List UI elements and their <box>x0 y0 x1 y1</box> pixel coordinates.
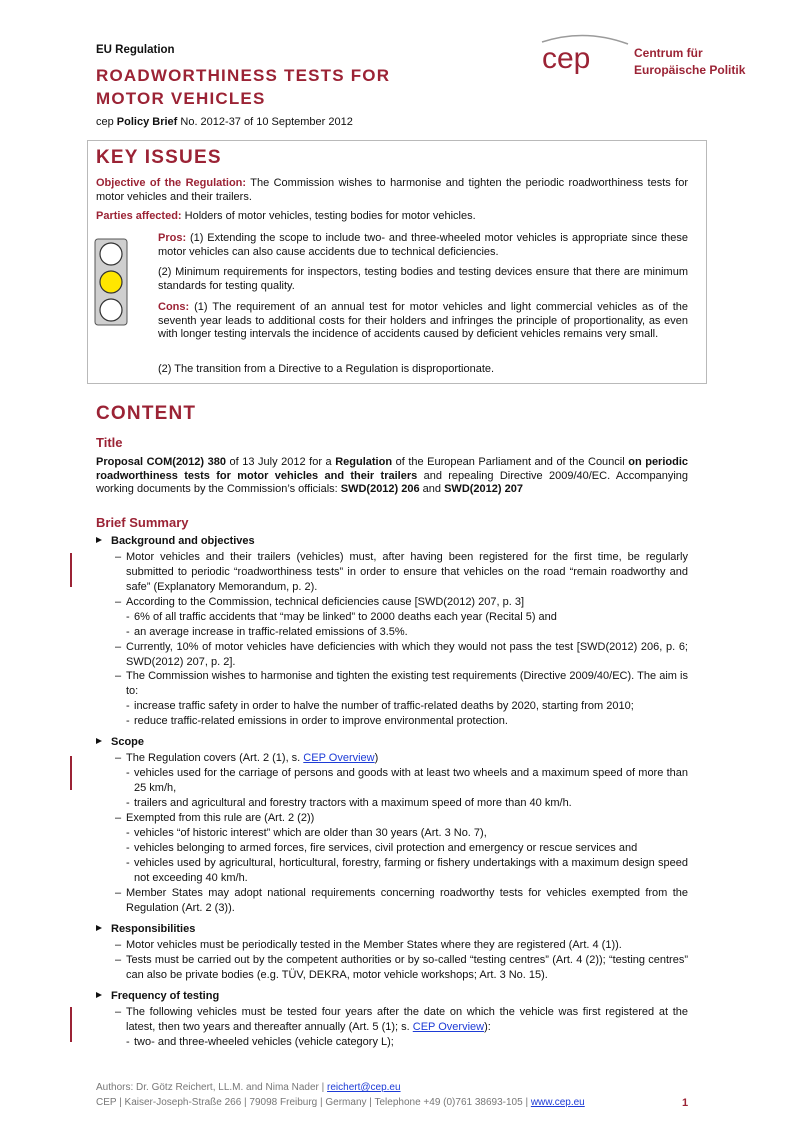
scope-heading <box>96 736 144 748</box>
cep-overview-link[interactable]: CEP Overview <box>303 752 375 764</box>
sub-list-item: - trailers and agricultural and forestry tractors with a maximum speed of more than 40 km/h. <box>126 797 572 809</box>
org-line-1: Centrum für <box>634 46 703 60</box>
proposal-ref: Proposal COM(2012) 380 <box>96 456 226 468</box>
sub-list-item: - vehicles “of historic interest” which are older than 30 years (Art. 3 No. 7), <box>126 827 487 839</box>
logo-text: cep <box>542 42 591 75</box>
swd-206: SWD(2012) 206 <box>340 483 420 495</box>
list-item: – Member States may adopt national requirements concerning roadworthy tests for vehicles exempted from the Regulation (Art. 2 (3)). <box>115 887 688 914</box>
sub-list-item: - an average increase in traffic-related emissions of 3.5%. <box>126 626 408 638</box>
list-item: – The Commission wishes to harmonise and tighten the existing test requirements (Directive 2009/40/EC). The aim is to: <box>115 670 688 697</box>
brief-prefix: cep <box>96 116 117 128</box>
sub-list-item: - vehicles belonging to armed forces, fire services, civil protection and emergency or rescue services and <box>126 842 638 854</box>
triangle-bullet-icon <box>96 992 102 998</box>
sub-list-item: - 6% of all traffic accidents that “may be linked” to 2000 deaths each year (Recital 5) and <box>126 611 557 623</box>
sub-list-item: - vehicles used by agricultural, horticultural, forestry, farming or fishery undertakings with a maximum design speed not exceeding 40 km/h. <box>126 857 688 884</box>
parties-label: Parties affected: <box>96 210 182 222</box>
proposal-paragraph <box>96 456 688 497</box>
eu-regulation-label: EU Regulation <box>96 44 175 56</box>
frequency-heading <box>96 990 219 1002</box>
scope-heading-text: Scope <box>111 736 145 748</box>
list-item: – Exempted from this rule are (Art. 2 (2)) <box>115 812 315 824</box>
pros-1-text: (1) Extending the scope to include two- and three-wheeled motor vehicles is appropriate since these motor vehicles can also cause accidents due to technical deficiencies. <box>158 232 688 258</box>
triangle-bullet-icon <box>96 925 102 931</box>
title-line-2: MOTOR VEHICLES <box>96 89 266 108</box>
cep-overview-link[interactable]: CEP Overview <box>412 1020 485 1033</box>
proposal-and: and <box>419 483 445 495</box>
list-item: – According to the Commission, technical deficiencies cause [SWD(2012) 207, p. 3] <box>115 596 525 608</box>
cep-logo <box>540 32 630 80</box>
sub-list-item: - reduce traffic-related emissions in order to improve environmental protection. <box>126 715 508 727</box>
org-name <box>634 45 745 79</box>
sub-list-item: - vehicles used for the carriage of persons and goods with at least two wheels and a maximum speed of more than 25 km/h, <box>126 767 688 794</box>
sub-list-item: - increase traffic safety in order to halve the number of traffic-related deaths by 2020, starting from 2010; <box>126 700 634 712</box>
key-issues-title: KEY ISSUES <box>96 147 222 168</box>
footer-address: CEP | Kaiser-Joseph-Straße 266 | 79098 Freiburg | Germany | Telephone +49 (0)761 38693-105 | www.cep.eu <box>96 1097 585 1108</box>
triangle-bullet-icon <box>96 738 102 744</box>
parties-text: Holders of motor vehicles, testing bodies for motor vehicles. <box>181 210 476 222</box>
triangle-bullet-icon <box>96 537 102 543</box>
cons-label: Cons: <box>158 301 190 313</box>
background-heading-text: Background and objectives <box>111 535 255 547</box>
list-item: – Motor vehicles and their trailers (vehicles) must, after having been registered for the first time, be regularly submitted to periodic “roadworthiness tests” in order to ensure that vehicles on the road “remain roadworthy and safe” (Explanatory Memorandum, p. 2). <box>115 551 688 593</box>
list-item: – The following vehicles must be tested four years after the date on which the vehicle was first registered at the latest, then two years and thereafter annually (Art. 5 (1); s. CEP Overview): <box>115 1006 688 1033</box>
swd-207: SWD(2012) 207 <box>444 483 523 495</box>
brief-bold: Policy Brief <box>116 116 178 128</box>
footer-authors: Authors: Dr. Götz Reichert, LL.M. and Nima Nader | reichert@cep.eu <box>96 1082 401 1093</box>
proposal-subject: on periodic roadworthiness tests for motor vehicles and their trailers <box>96 456 689 482</box>
pros-paragraph-1 <box>158 232 688 259</box>
list-item: – Motor vehicles must be periodically tested in the Member States where they are registered (Art. 4 (1)). <box>115 939 622 951</box>
org-line-2: Europäische Politik <box>634 63 746 77</box>
responsibilities-heading-text: Responsibilities <box>111 923 196 935</box>
cons-1-text: (1) The requirement of an annual test for motor vehicles and light commercial vehicles as of the seventh year leads to additional costs for their holders and infringes the principle of proportionality, as even with longer testing intervals the incidence of accidents caused by deficient vehicles remains very small. <box>158 301 688 340</box>
page-number: 1 <box>682 1097 689 1109</box>
objective-text: The Commission wishes to harmonise and tighten the periodic roadworthiness tests for motor vehicles and their trailers. <box>96 177 688 203</box>
proposal-regulation: Regulation <box>335 456 393 468</box>
background-heading <box>96 535 255 547</box>
proposal-text-1: of 13 July 2012 for a <box>225 456 336 468</box>
page-title <box>96 64 390 110</box>
list-item: – The Regulation covers (Art. 2 (1), s. CEP Overview) <box>115 752 379 764</box>
content-title: CONTENT <box>96 403 197 424</box>
title-line-1: ROADWORTHINESS TESTS FOR <box>96 66 391 85</box>
traffic-light-icon <box>94 238 128 326</box>
title-subheading: Title <box>96 435 123 450</box>
proposal-text-3: and repealing Directive 2009/40/EC. Accompanying working documents by the Commission’s officials: <box>96 469 689 495</box>
cons-paragraph-2: (2) The transition from a Directive to a Regulation is disproportionate. <box>158 363 495 375</box>
website-link[interactable]: www.cep.eu <box>530 1097 585 1108</box>
margin-bar <box>70 756 72 790</box>
parties-paragraph <box>96 210 688 224</box>
list-item: – Tests must be carried out by the competent authorities or by so-called “testing centres” (Art. 4 (2)); “testing centres” can also be private bodies (e.g. TÜV, DEKRA, motor vehicle workshops; Art. 3 No. 15). <box>115 954 688 981</box>
frequency-heading-text: Frequency of testing <box>111 990 220 1002</box>
proposal-text-2: of the European Parliament and of the Council <box>392 456 629 468</box>
list-item: – Currently, 10% of motor vehicles have deficiencies with which they would not pass the test [SWD(2012) 206, p. 6; SWD(2012) 207, p. 2]. <box>115 641 688 668</box>
objective-paragraph <box>96 177 688 204</box>
objective-label: Objective of the Regulation: <box>96 177 247 189</box>
brief-summary-heading: Brief Summary <box>96 515 189 530</box>
policy-brief-line <box>96 116 353 128</box>
author-email-link[interactable]: reichert@cep.eu <box>327 1082 401 1093</box>
margin-bar <box>70 1007 72 1042</box>
pros-paragraph-2: (2) Minimum requirements for inspectors, testing bodies and testing devices ensure that there are minimum standards for testing quality. <box>158 266 688 292</box>
sub-list-item: - two- and three-wheeled vehicles (vehicle category L); <box>126 1036 394 1048</box>
margin-bar <box>70 553 72 587</box>
responsibilities-heading <box>96 923 195 935</box>
cons-paragraph-1 <box>158 301 688 342</box>
brief-number-date: No. 2012-37 of 10 September 2012 <box>177 116 353 128</box>
pros-label: Pros: <box>158 232 187 244</box>
